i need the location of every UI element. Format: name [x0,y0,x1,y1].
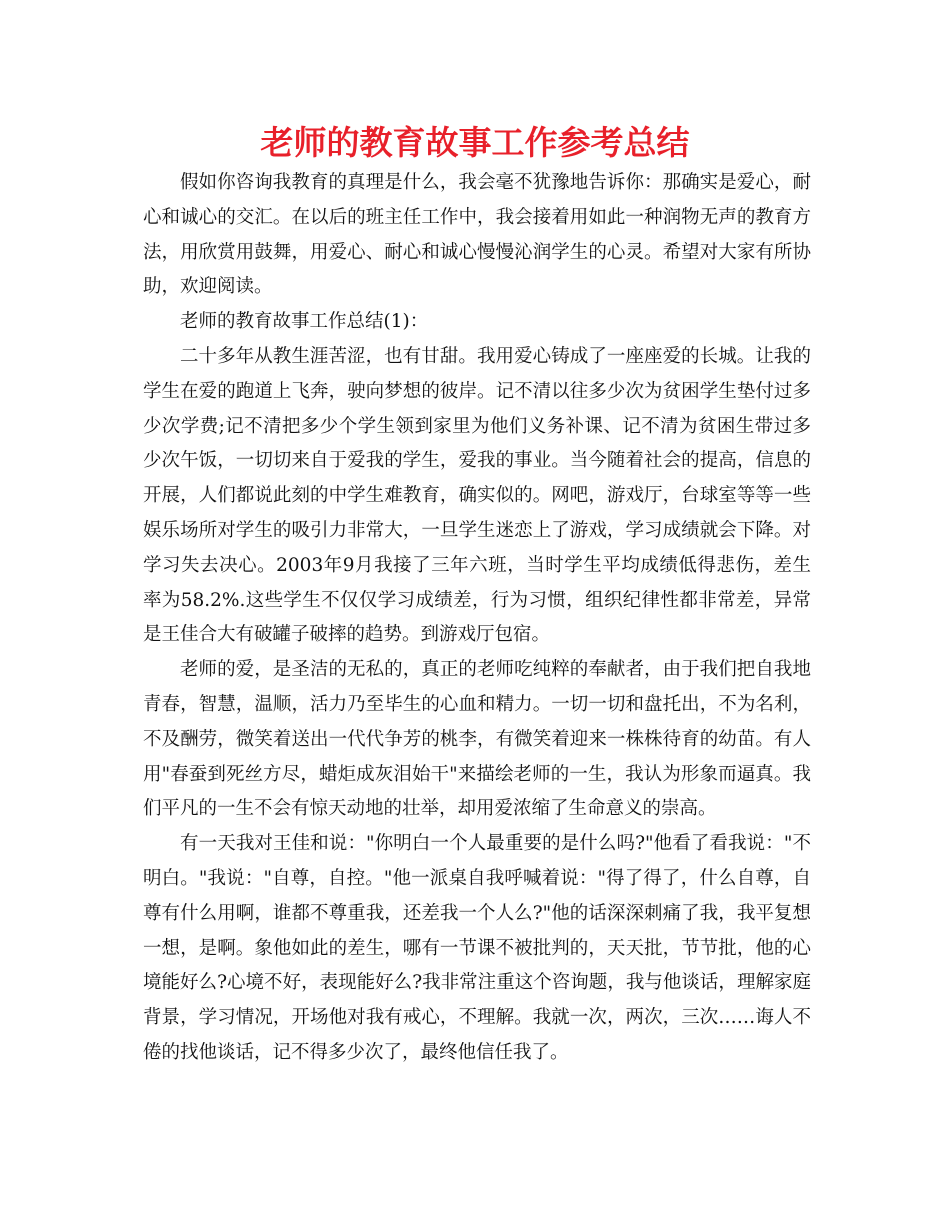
paragraph-story-1: 二十多年从教生涯苦涩，也有甘甜。我用爱心铸成了一座座爱的长城。让我的学生在爱的跑道上飞奔，驶向梦想的彼岸。记不清以往多少次为贫困学生垫付过多少次学费;记不清把多少个学生领到家里为他们义务补课、记不清为贫困生带过多少次午饭，一切切来自于爱我的学生，爱我的事业。当今随着社会的提高，信息的开展，人们都说此刻的中学生难教育，确实似的。网吧，游戏厅，台球室等等一些娱乐场所对学生的吸引力非常大，一旦学生迷恋上了游戏，学习成绩就会下降。对学习失去决心。2003年9月我接了三年六班，当时学生平均成绩低得悲伤，差生率为58.2%.这些学生不仅仅学习成绩差，行为习惯，组织纪律性都非常差，异常是王佳合大有破罐子破摔的趋势。到游戏厅包宿。 [143,345,811,646]
paragraph-story-3: 有一天我对王佳和说："你明白一个人最重要的是什么吗?"他看了看我说："不明白。"我说："自尊，自控。"他一派桌自我呼喊着说："得了得了，什么自尊，自尊有什么用啊，谁都不尊重我，还差我一个人么?"他的话深深刺痛了我，我平复想一想，是啊。象他如此的差生，哪有一节课不被批判的，天天批，节节批，他的心境能好么?心境不好，表现能好么?我非常注重这个咨询题，我与他谈话，理解家庭背景，学习情况，开场他对我有戒心，不理解。我就一次，两次，三次……诲人不倦的找他谈话，记不得多少次了，最终他信任我了。 [143,833,811,1063]
document-body [143,166,811,1071]
paragraph-story-2: 老师的爱，是圣洁的无私的，真正的老师吃纯粹的奉献者，由于我们把自我地青春，智慧，温顺，活力乃至毕生的心血和精力。一切一切和盘托出，不为名利，不及酬劳，微笑着送出一代代争芳的桃李，有微笑着迎来一株株待育的幼苗。有人用"春蚕到死丝方尽，蜡炬成灰泪始干"来描绘老师的一生，我认为形象而逼真。我们平凡的一生不会有惊天动地的壮举，却用爱浓缩了生命意义的崇高。 [143,659,811,820]
paragraph-subheading: 老师的教育故事工作总结(1)： [180,311,429,333]
document-title: 老师的教育故事工作参考总结 [260,123,690,162]
paragraph-intro: 假如你咨询我教育的真理是什么，我会毫不犹豫地告诉你：那确实是爱心，耐心和诚心的交汇。在以后的班主任工作中，我会接着用如此一种润物无声的教育方法，用欣赏用鼓舞，用爱心、耐心和诚心慢慢沁润学生的心灵。希望对大家有所协助，欢迎阅读。 [143,172,811,298]
